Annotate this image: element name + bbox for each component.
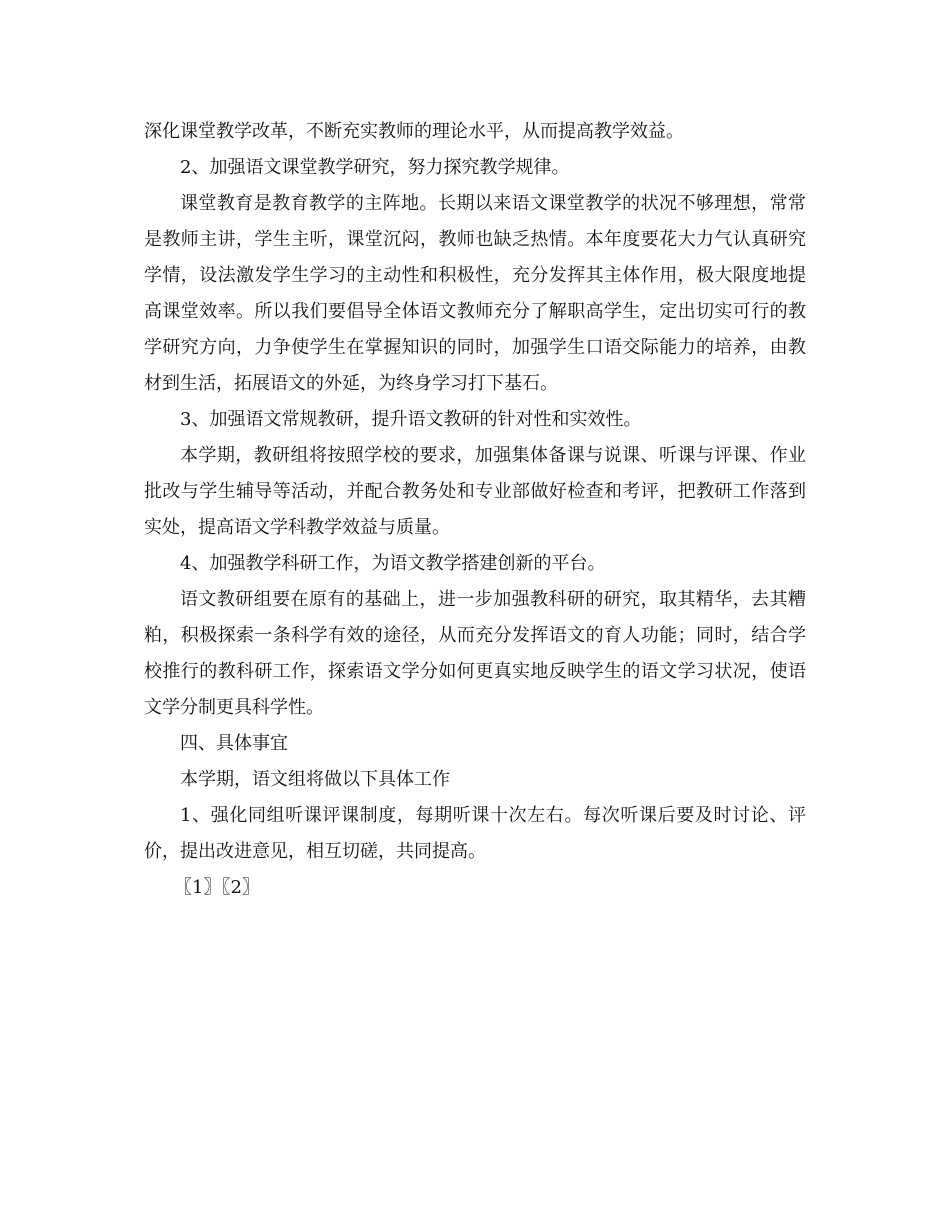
- section-heading-specifics: 四、具体事宜: [180, 733, 288, 754]
- paragraph-5: 本学期，教研组将按照学校的要求，加强集体备课与说课、听课与评课、作业批改与学生辅导等活动，并配合教务处和专业部做好检查和考评，把教研工作落到实处，提高语文学科教学效益与质量。: [144, 445, 806, 538]
- page-link-1[interactable]: 〖1〗: [174, 877, 222, 898]
- document-body: [144, 114, 806, 906]
- paragraph-7: 语文教研组要在原有的基础上，进一步加强教科研的研究，取其精华，去其糟粕，积极探索一条科学有效的途径，从而充分发挥语文的育人功能；同时，结合学校推行的教科研工作，探索语文学分如何更真实地反映学生的语文学习状况，使语文学分制更具科学性。: [144, 589, 806, 718]
- paragraph-4-heading: 3、加强语文常规教研，提升语文教研的针对性和实效性。: [180, 409, 642, 430]
- page-link-2[interactable]: 〖2〗: [221, 877, 260, 898]
- paragraph-3: 课堂教育是教育教学的主阵地。长期以来语文课堂教学的状况不够理想，常常是教师主讲，学生主听，课堂沉闷，教师也缺乏热情。本年度要花大力气认真研究学情，设法激发学生学习的主动性和积极性，充分发挥其主体作用，极大限度地提高课堂效率。所以我们要倡导全体语文教师充分了解职高学生，定出切实可行的教学研究方向，力争使学生在掌握知识的同时，加强学生口语交际能力的培养，由教材到生活，拓展语文的外延，为终身学习打下基石。: [144, 193, 806, 394]
- paragraph-6-heading: 4、加强教学科研工作，为语文教学搭建创新的平台。: [180, 553, 606, 574]
- paragraph-2-heading: 2、加强语文课堂教学研究，努力探究教学规律。: [180, 157, 570, 178]
- paragraph-9: 本学期，语文组将做以下具体工作: [180, 769, 450, 790]
- paragraph-10: 1、强化同组听课评课制度，每期听课十次左右。每次听课后要及时讨论、评价，提出改进意见，相互切磋，共同提高。: [144, 805, 806, 862]
- pagination: [144, 870, 806, 906]
- paragraph-1: 深化课堂教学改革，不断充实教师的理论水平，从而提高教学效益。: [144, 121, 684, 142]
